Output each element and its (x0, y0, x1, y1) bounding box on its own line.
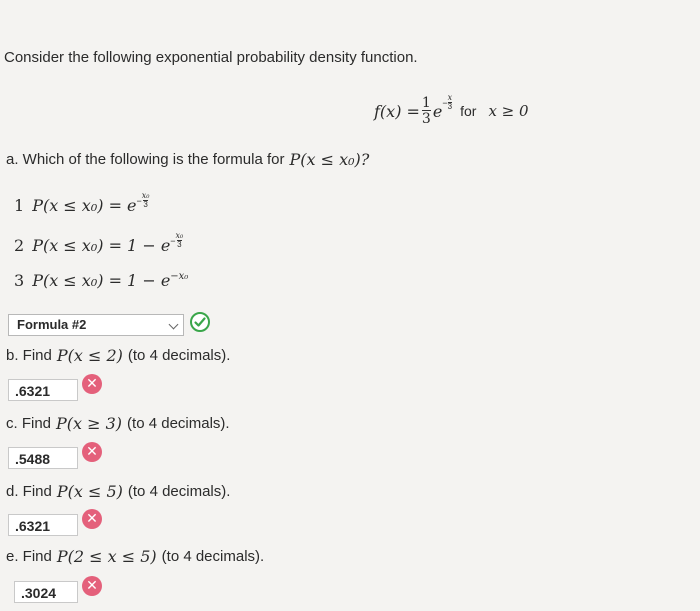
option-1-exp-den: 3 (143, 200, 148, 209)
option-3-exponent: −x₀ (170, 271, 189, 282)
part-b-expr: P(x ≤ 2) (56, 346, 123, 365)
option-2-exp-fraction (176, 232, 184, 249)
part-b-prefix: b. Find (6, 347, 52, 364)
intro-text: Consider the following exponential probability density function. (4, 49, 418, 66)
x-circle-icon: ✕ (82, 576, 102, 596)
pdf-for-word: for (460, 103, 477, 119)
option-1-exp-sign: − (136, 195, 142, 206)
option-1-exp-fraction (142, 192, 150, 209)
part-d-answer-value: .6321 (15, 518, 51, 534)
part-e-prefix: e. Find (6, 548, 52, 565)
option-2-number: 2 (14, 236, 25, 255)
part-e-suffix: (to 4 decimals). (161, 548, 265, 565)
part-c-prefix: c. Find (6, 415, 52, 432)
check-circle-icon (190, 312, 210, 332)
pdf-exp-fraction (448, 94, 453, 111)
pdf-base: e (432, 101, 443, 121)
part-d-question (6, 482, 230, 501)
part-b-question (6, 346, 230, 365)
part-b-answer-value: .6321 (15, 383, 51, 399)
part-e-answer-value: .3024 (21, 585, 57, 601)
part-e-answer-input[interactable] (14, 581, 78, 603)
pdf-formula (374, 93, 529, 127)
pdf-lhs: f(x) = (374, 101, 420, 121)
part-c-question (6, 414, 230, 433)
part-b-suffix: (to 4 decimals). (127, 347, 231, 364)
option-2-exp-den: 3 (177, 240, 182, 249)
part-d-expr: P(x ≤ 5) (56, 482, 123, 501)
part-c-answer-input[interactable] (8, 447, 78, 469)
option-1-lhs: P(x ≤ x₀) = e (32, 196, 137, 215)
part-d-prefix: d. Find (6, 483, 52, 500)
option-1 (14, 191, 150, 215)
pdf-frac-den: 3 (421, 111, 431, 127)
pdf-condition: x ≥ 0 (488, 102, 529, 120)
part-e-expr: P(2 ≤ x ≤ 5) (56, 547, 157, 566)
option-3-lhs: P(x ≤ x₀) = 1 − e (32, 271, 171, 290)
option-1-number: 1 (14, 196, 25, 215)
chevron-down-icon (169, 320, 179, 330)
part-a-expr: P(x ≤ x₀)? (289, 150, 370, 169)
part-d-answer-input[interactable] (8, 514, 78, 536)
option-3 (14, 271, 188, 290)
pdf-exp-sign: − (442, 97, 448, 108)
part-c-suffix: (to 4 decimals). (127, 415, 230, 432)
part-b-answer-input[interactable] (8, 379, 78, 401)
part-a-label: a. Which of the following is the formula for (6, 151, 285, 168)
formula-select-value: Formula #2 (17, 317, 87, 332)
x-circle-icon: ✕ (82, 442, 102, 462)
pdf-fraction (422, 96, 431, 126)
part-c-answer-value: .5488 (15, 451, 51, 467)
option-2 (14, 231, 184, 255)
pdf-frac-num: 1 (421, 95, 431, 111)
x-circle-icon: ✕ (82, 509, 102, 529)
x-circle-icon: ✕ (82, 374, 102, 394)
option-3-number: 3 (14, 271, 25, 290)
option-2-exponent (170, 232, 183, 249)
option-2-exp-num: x₀ (175, 231, 184, 240)
option-1-exp-num: x₀ (141, 191, 150, 200)
option-2-lhs: P(x ≤ x₀) = 1 − e (32, 236, 171, 255)
part-c-expr: P(x ≥ 3) (56, 414, 123, 433)
option-1-exponent (137, 192, 150, 209)
pdf-exp-den: 3 (447, 102, 453, 111)
pdf-exp-num: x (447, 93, 453, 102)
option-2-exp-sign: − (170, 235, 176, 246)
part-d-suffix: (to 4 decimals). (127, 483, 231, 500)
formula-select[interactable] (8, 314, 184, 336)
part-a-question (6, 150, 369, 169)
pdf-exponent (442, 94, 452, 111)
part-e-question (6, 547, 264, 566)
